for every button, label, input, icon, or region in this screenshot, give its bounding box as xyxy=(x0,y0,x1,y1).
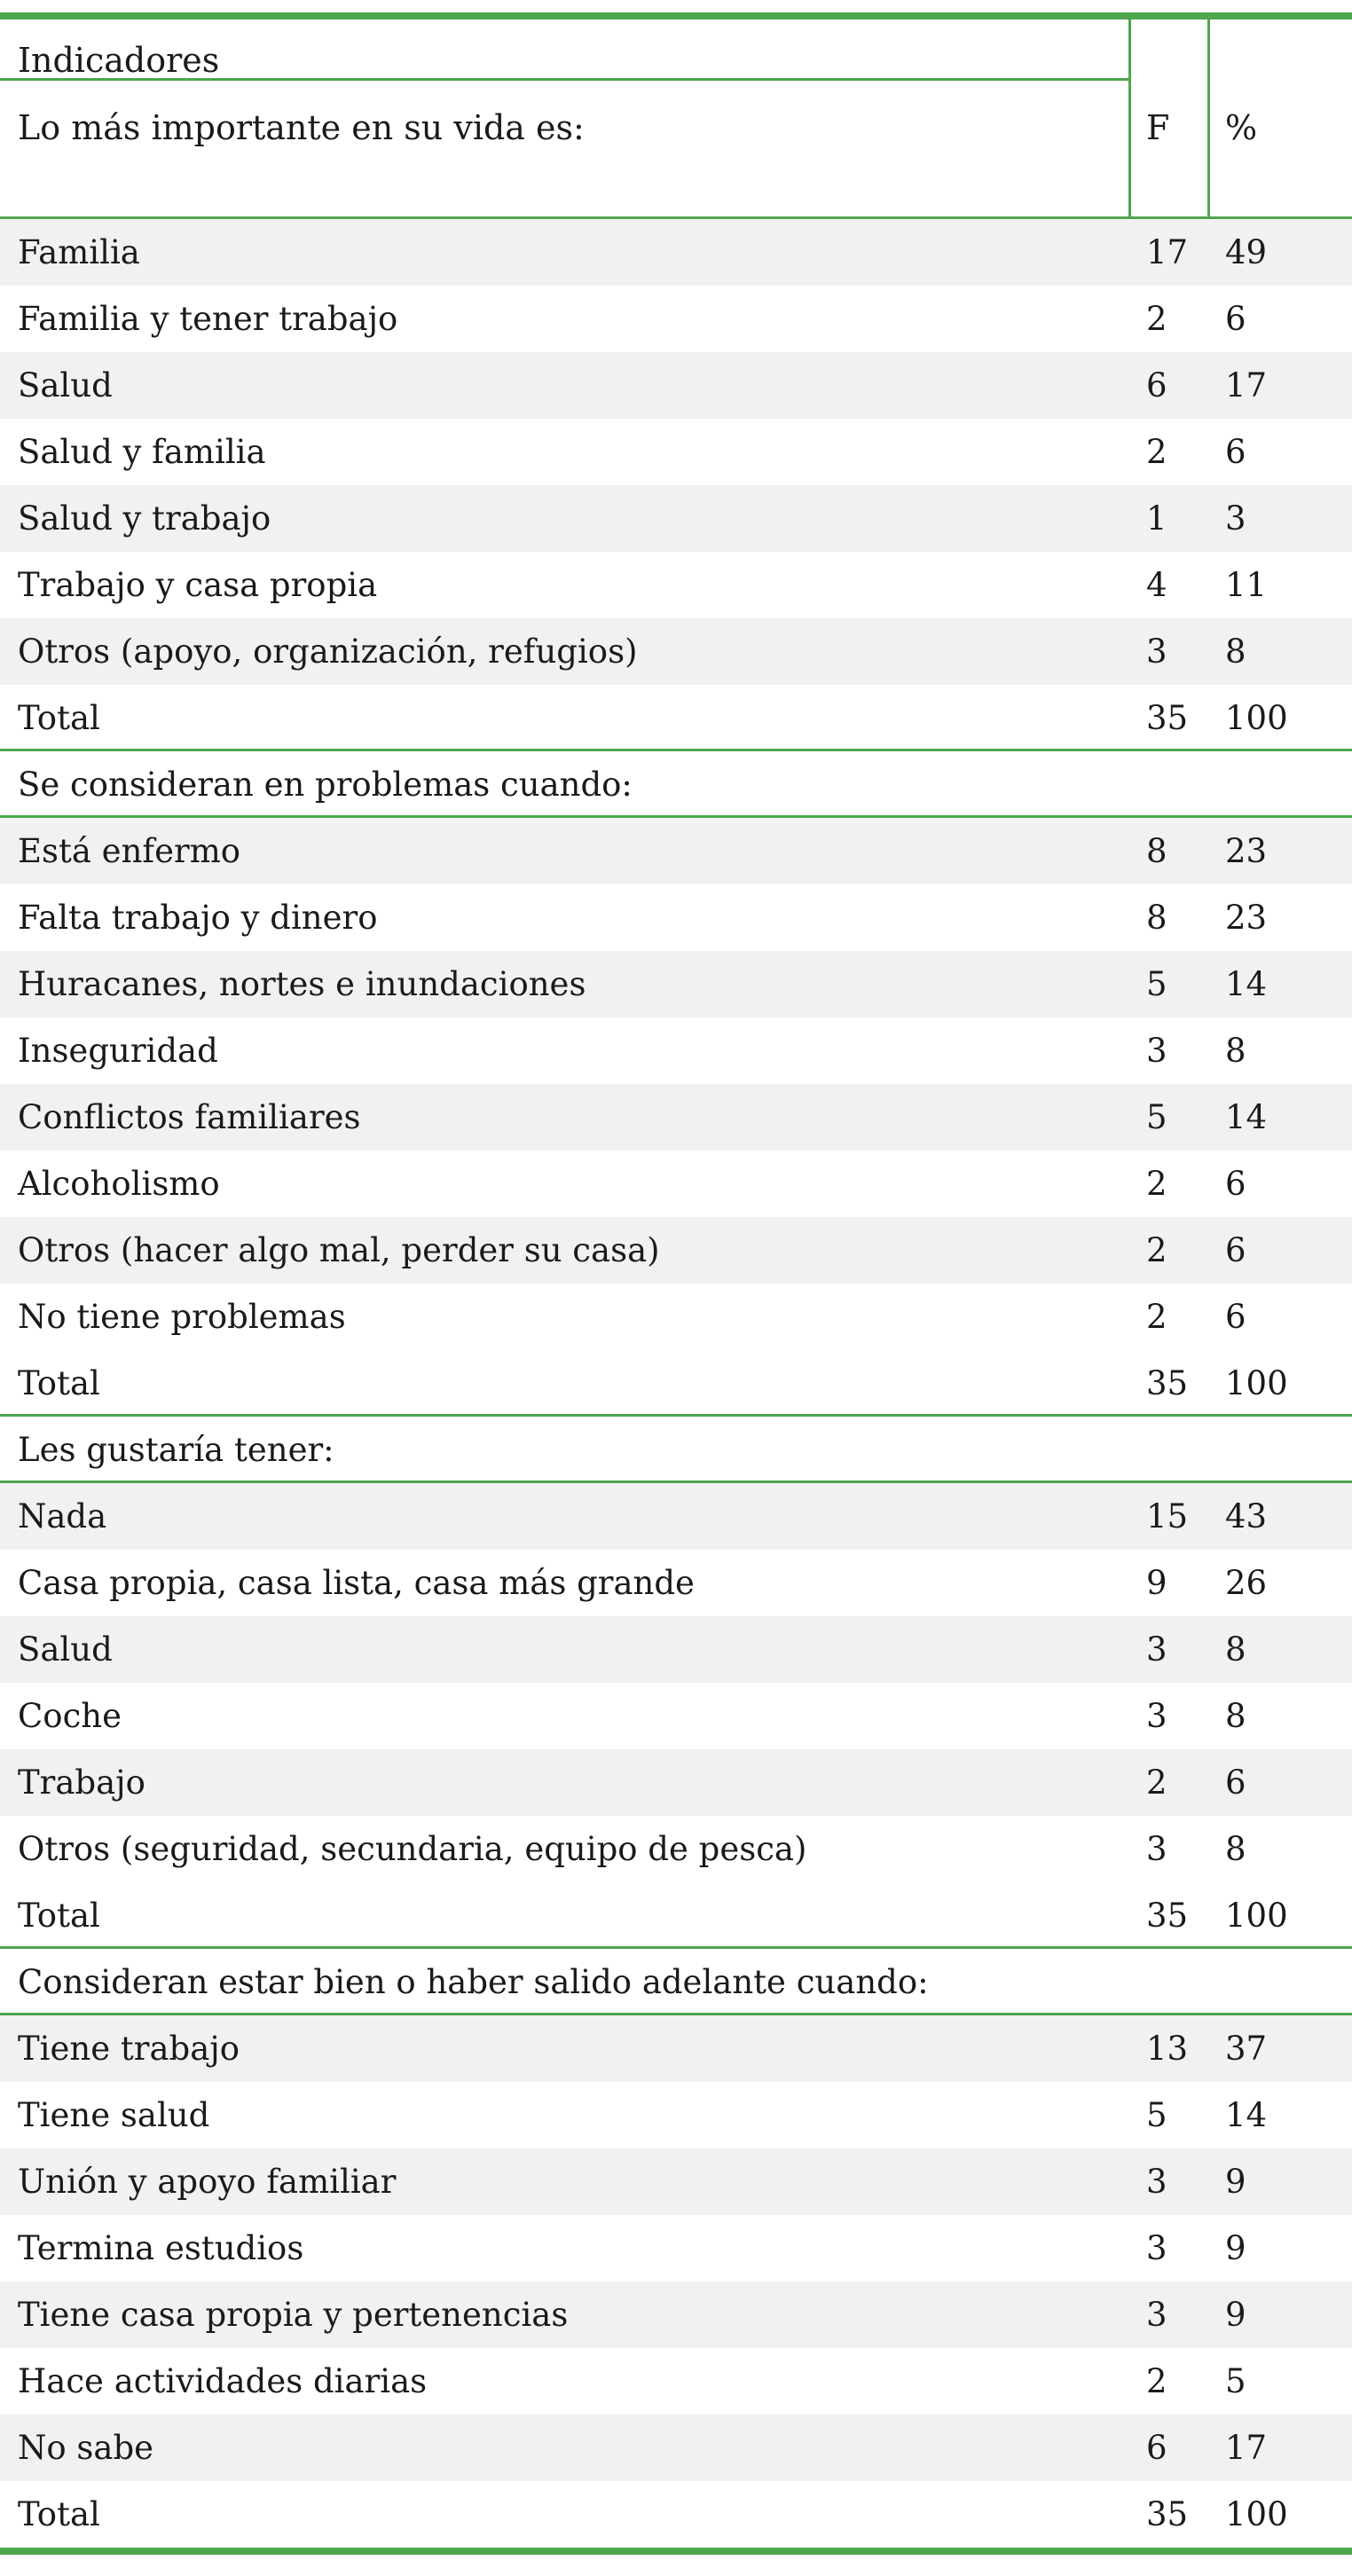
row-label: Tiene trabajo xyxy=(18,2030,240,2068)
row-frequency: 6 xyxy=(1146,366,1167,404)
row-label: Nada xyxy=(18,1497,107,1535)
table-top-rule xyxy=(0,12,1352,20)
table-row xyxy=(0,2148,1352,2215)
section-title: Consideran estar bien o haber salido adelante cuando: xyxy=(18,1963,929,2001)
row-frequency: 4 xyxy=(1146,566,1167,604)
table-row xyxy=(0,1483,1352,1550)
row-label: Salud xyxy=(18,366,113,404)
row-percent: 6 xyxy=(1225,1298,1246,1336)
table-row xyxy=(0,1683,1352,1749)
row-frequency: 6 xyxy=(1146,2429,1167,2467)
row-frequency: 15 xyxy=(1146,1497,1189,1535)
row-label: Termina estudios xyxy=(18,2229,304,2267)
row-percent: 26 xyxy=(1225,1564,1268,1602)
row-percent: 8 xyxy=(1225,1830,1246,1868)
row-frequency: 3 xyxy=(1146,632,1167,671)
header-col-f: F xyxy=(1146,108,1170,147)
section-header-row xyxy=(0,1949,1352,2015)
table-row xyxy=(0,818,1352,884)
row-label: Otros (hacer algo mal, perder su casa) xyxy=(18,1231,660,1269)
row-frequency: 8 xyxy=(1146,899,1167,937)
row-label: Total xyxy=(18,1364,100,1402)
row-frequency: 2 xyxy=(1146,300,1167,338)
row-frequency: 3 xyxy=(1146,1830,1167,1868)
row-label: Salud y familia xyxy=(18,433,266,471)
row-label: Trabajo xyxy=(18,1763,145,1802)
row-label: Total xyxy=(18,699,100,737)
row-frequency: 17 xyxy=(1146,233,1189,271)
row-frequency: 2 xyxy=(1146,1298,1167,1336)
row-label: Conflictos familiares xyxy=(18,1098,361,1136)
row-percent: 14 xyxy=(1225,2096,1268,2134)
row-frequency: 3 xyxy=(1146,2296,1167,2334)
row-frequency: 35 xyxy=(1146,1364,1189,1402)
table-row xyxy=(0,2215,1352,2281)
table-row xyxy=(0,352,1352,419)
row-label: No tiene problemas xyxy=(18,1298,346,1336)
row-label: Otros (seguridad, secundaria, equipo de pesca) xyxy=(18,1830,807,1868)
table-row xyxy=(0,1284,1352,1350)
row-label: Casa propia, casa lista, casa más grande xyxy=(18,1564,695,1602)
row-percent: 3 xyxy=(1225,499,1246,538)
header-divider-pct xyxy=(1207,20,1210,216)
row-percent: 43 xyxy=(1225,1497,1268,1535)
table-row xyxy=(0,951,1352,1017)
indicators-table xyxy=(0,12,1352,2555)
row-percent: 100 xyxy=(1225,2495,1288,2533)
table-row xyxy=(0,618,1352,685)
row-percent: 100 xyxy=(1225,1364,1288,1402)
section-header-row xyxy=(0,751,1352,818)
row-label: Familia xyxy=(18,233,140,271)
row-frequency: 2 xyxy=(1146,1763,1167,1802)
section-title: Les gustaría tener: xyxy=(18,1431,334,1469)
table-row xyxy=(0,419,1352,485)
header-col-pct: % xyxy=(1225,108,1258,147)
row-percent: 17 xyxy=(1225,2429,1268,2467)
row-frequency: 2 xyxy=(1146,433,1167,471)
total-row xyxy=(0,1882,1352,1949)
row-percent: 8 xyxy=(1225,632,1246,671)
section-header-row xyxy=(0,1417,1352,1483)
row-label: Trabajo y casa propia xyxy=(18,566,378,604)
table-row xyxy=(0,884,1352,951)
table-bottom-rule xyxy=(0,2548,1352,2555)
row-percent: 100 xyxy=(1225,699,1288,737)
table-row xyxy=(0,2082,1352,2148)
row-percent: 17 xyxy=(1225,366,1268,404)
row-frequency: 35 xyxy=(1146,699,1189,737)
table-row xyxy=(0,1550,1352,1616)
row-percent: 23 xyxy=(1225,899,1268,937)
row-percent: 8 xyxy=(1225,1630,1246,1669)
row-percent: 6 xyxy=(1225,1231,1246,1269)
table-row xyxy=(0,1151,1352,1217)
row-label: Familia y tener trabajo xyxy=(18,300,398,338)
row-label: Está enfermo xyxy=(18,832,241,870)
table-row xyxy=(0,2348,1352,2415)
row-label: Tiene casa propia y pertenencias xyxy=(18,2296,569,2334)
row-label: Salud y trabajo xyxy=(18,499,271,538)
row-label: Total xyxy=(18,1897,100,1935)
row-frequency: 9 xyxy=(1146,1564,1167,1602)
header-subtitle: Lo más importante en su vida es: xyxy=(18,108,585,147)
row-frequency: 5 xyxy=(1146,2096,1167,2134)
row-frequency: 1 xyxy=(1146,499,1167,538)
table-row xyxy=(0,1616,1352,1683)
row-frequency: 5 xyxy=(1146,1098,1167,1136)
row-percent: 14 xyxy=(1225,1098,1268,1136)
header-indicadores: Indicadores xyxy=(18,41,220,80)
row-percent: 9 xyxy=(1225,2163,1246,2201)
table-row xyxy=(0,1084,1352,1151)
row-label: No sabe xyxy=(18,2429,154,2467)
row-frequency: 3 xyxy=(1146,2229,1167,2267)
table-row xyxy=(0,1017,1352,1084)
row-percent: 6 xyxy=(1225,433,1246,471)
row-percent: 6 xyxy=(1225,1165,1246,1203)
row-frequency: 8 xyxy=(1146,832,1167,870)
row-label: Inseguridad xyxy=(18,1032,218,1070)
table-row xyxy=(0,2415,1352,2481)
table-body xyxy=(0,219,1352,2548)
row-percent: 9 xyxy=(1225,2229,1246,2267)
row-percent: 11 xyxy=(1225,566,1268,604)
row-label: Salud xyxy=(18,1630,113,1669)
row-percent: 37 xyxy=(1225,2030,1268,2068)
total-row xyxy=(0,1350,1352,1417)
row-frequency: 3 xyxy=(1146,2163,1167,2201)
row-frequency: 5 xyxy=(1146,965,1167,1003)
row-frequency: 2 xyxy=(1146,2362,1167,2400)
table-row xyxy=(0,286,1352,352)
row-frequency: 35 xyxy=(1146,2495,1189,2533)
row-label: Total xyxy=(18,2495,100,2533)
row-percent: 8 xyxy=(1225,1697,1246,1735)
row-percent: 9 xyxy=(1225,2296,1246,2334)
table-row xyxy=(0,552,1352,618)
row-percent: 6 xyxy=(1225,300,1246,338)
row-frequency: 13 xyxy=(1146,2030,1189,2068)
section-title: Se consideran en problemas cuando: xyxy=(18,766,633,804)
row-label: Tiene salud xyxy=(18,2096,210,2134)
row-percent: 8 xyxy=(1225,1032,1246,1070)
total-row xyxy=(0,2481,1352,2548)
total-row xyxy=(0,685,1352,751)
row-label: Alcoholismo xyxy=(18,1165,220,1203)
row-percent: 49 xyxy=(1225,233,1268,271)
row-label: Huracanes, nortes e inundaciones xyxy=(18,965,586,1003)
table-row xyxy=(0,1749,1352,1816)
row-frequency: 3 xyxy=(1146,1630,1167,1669)
row-label: Hace actividades diarias xyxy=(18,2362,428,2400)
row-label: Falta trabajo y dinero xyxy=(18,899,378,937)
table-row xyxy=(0,485,1352,552)
row-percent: 100 xyxy=(1225,1897,1288,1935)
row-frequency: 2 xyxy=(1146,1231,1167,1269)
row-percent: 23 xyxy=(1225,832,1268,870)
header-divider-f xyxy=(1128,20,1131,216)
table-row xyxy=(0,1217,1352,1284)
row-frequency: 2 xyxy=(1146,1165,1167,1203)
row-frequency: 3 xyxy=(1146,1697,1167,1735)
row-percent: 5 xyxy=(1225,2362,1246,2400)
row-label: Otros (apoyo, organización, refugios) xyxy=(18,632,638,671)
table-row xyxy=(0,2015,1352,2082)
row-percent: 14 xyxy=(1225,965,1268,1003)
row-label: Coche xyxy=(18,1697,122,1735)
table-row xyxy=(0,219,1352,286)
row-percent: 6 xyxy=(1225,1763,1246,1802)
row-frequency: 35 xyxy=(1146,1897,1189,1935)
table-row xyxy=(0,2281,1352,2348)
row-label: Unión y apoyo familiar xyxy=(18,2163,397,2201)
row-frequency: 3 xyxy=(1146,1032,1167,1070)
table-header xyxy=(0,20,1352,219)
table-row xyxy=(0,1816,1352,1882)
